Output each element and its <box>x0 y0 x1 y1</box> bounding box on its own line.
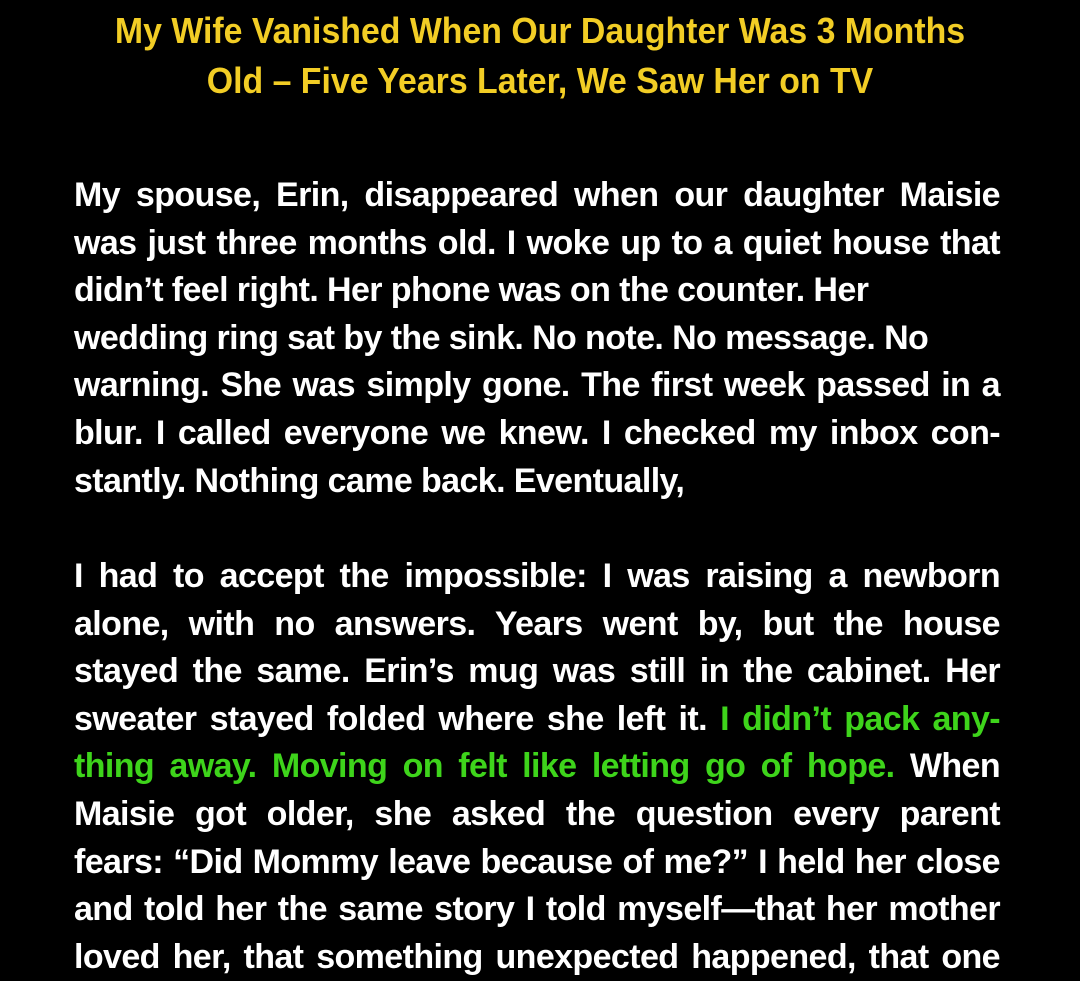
paragraph-line: didn’t feel right. Her phone was on the counter. Her <box>74 271 869 310</box>
paragraph-line: wedding ring sat by the sink. No note. No message. No <box>74 318 929 357</box>
paragraph-line: and told her the same story I told myself—that her mother <box>74 890 1000 929</box>
paragraph-line: blur. I called everyone we knew. I checked my inbox con- <box>74 413 1000 452</box>
paragraph-line <box>74 743 1000 791</box>
highlighted-text: I didn’t pack any- <box>720 699 1000 738</box>
title-line-1: My Wife Vanished When Our Daughter Was 3 Months <box>114 10 966 51</box>
plain-text: When <box>894 747 1001 786</box>
paragraph-line: warning. She was simply gone. The first week passed in a <box>74 366 1000 405</box>
paragraph-line: was just three months old. I woke up to a quiet house that <box>74 223 1000 262</box>
paragraph-line: loved her, that something unexpected happened, that one <box>74 937 1000 976</box>
plain-text: sweater stayed folded where she left it. <box>74 699 721 738</box>
paragraph-line: I had to accept the impossible: I was raising a newborn <box>74 557 1000 595</box>
paragraph-line: stantly. Nothing came back. Eventually, <box>74 461 685 500</box>
paragraph-line <box>74 696 1000 744</box>
paragraph-line: alone, with no answers. Years went by, but the house <box>74 604 1000 643</box>
paragraph-line: fears: “Did Mommy leave because of me?” I held her close <box>74 842 1000 881</box>
title-line-2: Old – Five Years Later, We Saw Her on TV <box>206 60 874 101</box>
paragraph-line: stayed the same. Erin’s mug was still in the cabinet. Her <box>74 652 1000 691</box>
paragraph-1 <box>74 172 1000 505</box>
article-title <box>70 6 1010 106</box>
paragraph-line: Maisie got older, she asked the question every parent <box>74 794 1000 833</box>
paragraph-2 <box>74 553 1000 981</box>
highlighted-text: thing away. Moving on felt like letting go of hope. <box>74 747 895 786</box>
paragraph-line: My spouse, Erin, disappeared when our daughter Maisie <box>74 176 1000 214</box>
